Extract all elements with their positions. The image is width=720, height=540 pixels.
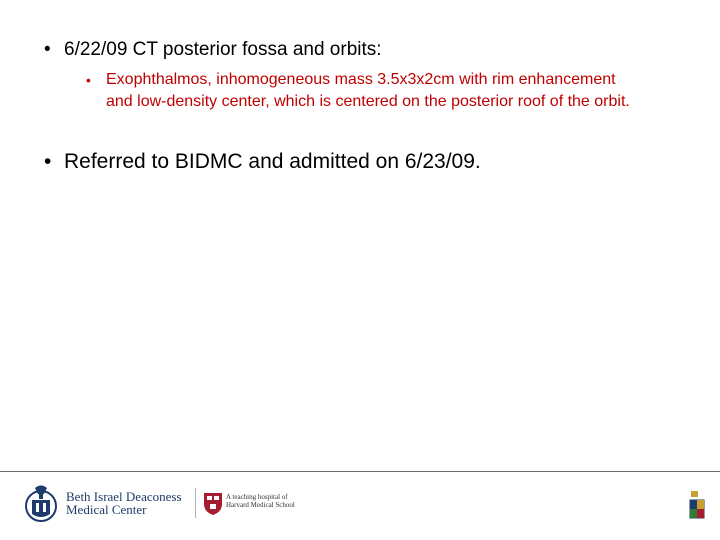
bullet-dot: • bbox=[44, 39, 51, 60]
harvard-shield-icon bbox=[203, 492, 223, 516]
bullet-text: Referred to BIDMC and admitted on 6/23/09. bbox=[64, 150, 481, 173]
bullet-item bbox=[44, 38, 694, 62]
crest-icon bbox=[688, 488, 706, 520]
footer-divider bbox=[0, 471, 720, 472]
bidmc-line1: Beth Israel Deaconess bbox=[66, 489, 182, 504]
bullet-dot: • bbox=[44, 150, 52, 173]
bidmc-line2: Medical Center bbox=[66, 502, 147, 517]
sub-bullet-item bbox=[86, 69, 646, 113]
bullet-text: 6/22/09 CT posterior fossa and orbits: bbox=[64, 39, 382, 60]
bidmc-logo-icon bbox=[22, 482, 60, 524]
bullet-item bbox=[44, 149, 694, 175]
sub-bullet-dot: • bbox=[86, 72, 91, 88]
harvard-affiliation-text: A teaching hospital of Harvard Medical School bbox=[226, 493, 295, 509]
sub-bullet-text: Exophthalmos, inhomogeneous mass 3.5x3x2cm with rim enhancement and low-density center, which is centered on the posterior roof of the orbit. bbox=[106, 71, 630, 110]
logo-divider bbox=[195, 488, 196, 518]
bidmc-wordmark bbox=[66, 490, 182, 516]
